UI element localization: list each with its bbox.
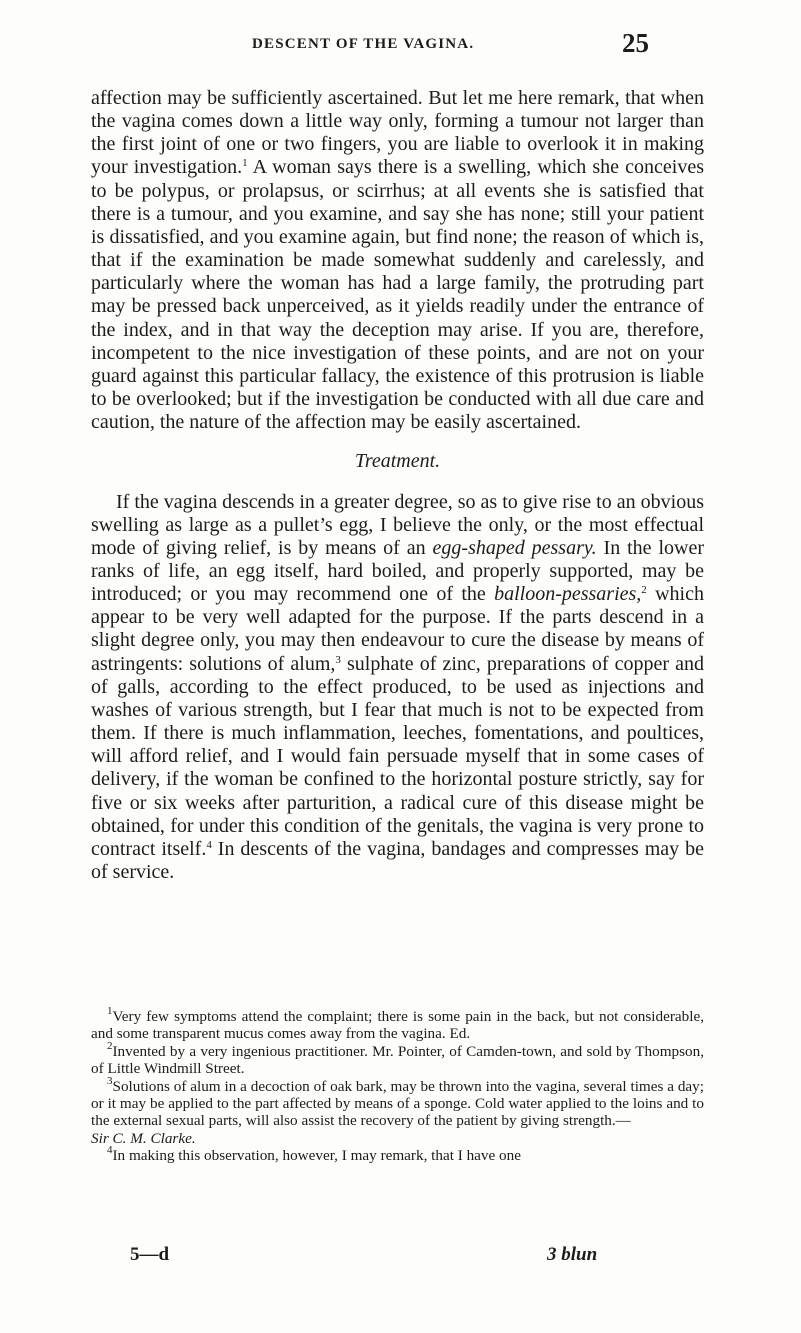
footnote-mark: 2 xyxy=(107,1039,113,1052)
footnote-text: Invented by a very ingenious practitioner. Mr. Pointer, of Camden-town, and sold by Thompson, of Little Windmill Street. xyxy=(91,1042,704,1078)
footnote-ref-2: 2 xyxy=(641,584,647,597)
footnote-ref-3: 3 xyxy=(335,653,341,666)
footnote-attribution: Sir C. M. Clarke. xyxy=(91,1129,196,1147)
footnote-mark: 3 xyxy=(107,1074,113,1087)
footnote-mark: 1 xyxy=(107,1005,113,1017)
signature-mark: 5—d xyxy=(130,1244,170,1265)
running-title: DESCENT OF THE VAGINA. xyxy=(252,36,475,52)
paragraph-text: If the vagina descends in a greater degree, so as to give rise to an obvious swelling as large as a pullet’s egg, I believe the only, or the most effectual mode of giving relief, is by means of an xyxy=(91,490,704,559)
paragraph-text: sulphate of zinc, preparations of copper and of galls, according to the effect produced, to be used as injections and washes of various strength, but I fear that much is not to be expected from them. If there is much inflammation, leeches, fomentations, and poultices, will afford relief, and I would fain persuade myself that in some cases of delivery, if the woman be confined to the horizontal posture strictly, say for five or six weeks after parturition, a radical cure of this disease might be obtained, for under this condition of the genitals, the vagina is very prone to contract itself. xyxy=(91,652,704,860)
page-header xyxy=(0,28,801,60)
paragraph-diagnosis xyxy=(91,87,704,434)
emphasis-balloon-pessaries: balloon-pessaries, xyxy=(494,583,642,606)
emphasis-egg-shaped-pessary: egg-shaped pessary. xyxy=(432,536,597,559)
page-number: 25 xyxy=(622,28,649,58)
section-heading-treatment: Treatment. xyxy=(354,450,441,473)
footnote-4 xyxy=(91,1144,704,1165)
footnote-ref-1: 1 xyxy=(242,157,248,170)
footnote-mark: 4 xyxy=(107,1144,113,1157)
paragraph-text: In descents of the vagina, bandages and compresses may be of service. xyxy=(91,837,704,883)
footnotes xyxy=(91,1005,704,1165)
paragraph-text: A woman says there is a swelling, which she conceives to be polypus, or prolapsus, or scirrhus; at all events she is satisfied that there is a tumour, and you examine, and say she has none; still your patient is dissatisfied, and you examine again, but find none; the reason of which is, that if the examination be made somewhat suddenly and carelessly, and particularly where the woman has had a large family, the protruding part may be pressed back unperceived, as it yields readily under the entrance of the index, and in that way the deception may arise. If you are, therefore, incompetent to the nice investigation of these points, and are not on your guard against this particular fallacy, the existence of this protrusion is liable to be overlooked; but if the investigation be conducted with all due care and caution, the nature of the affection may be easily ascertained. xyxy=(91,156,705,434)
paragraph-text: which appear to be very well adapted for the purpose. If the parts descend in a slight degree only, you may then endeavour to cure the disease by means of astringents: solutions of alum, xyxy=(91,583,704,675)
footnote-text: In making this observation, however, I may remark, that I have one xyxy=(112,1147,521,1165)
paragraph-treatment xyxy=(91,491,704,885)
footnote-text: Very few symptoms attend the complaint; there is some pain in the back, but not considerable, and some transparent mucus comes away from the vagina. Ed. xyxy=(91,1008,704,1043)
footnote-1 xyxy=(91,1005,704,1043)
paragraph-text: In the lower ranks of life, an egg itself, hard boiled, and properly supported, may be introduced; or you may recommend one of the xyxy=(91,536,704,606)
page-footer xyxy=(0,1244,801,1272)
footnote-2 xyxy=(91,1039,704,1078)
footnote-text: Solutions of alum in a decoction of oak bark, may be thrown into the vagina, several times a day; or it may be applied to the part affected by means of a sponge. Cold water applied to the loins and to the external sexual parts, will also assist the recovery of the patient by giving strength.— xyxy=(91,1077,704,1130)
body-text xyxy=(91,87,704,884)
footnote-3 xyxy=(91,1074,704,1148)
footnote-ref-4: 4 xyxy=(206,838,212,851)
catchword: 3 blun xyxy=(547,1244,598,1265)
paragraph-text: affection may be sufficiently ascertained. But let me here remark, that when the vagina comes down a little way only, forming a tumour not larger than the first joint of one or two fingers, you are liable to overlook it in making your investigation. xyxy=(91,87,704,179)
